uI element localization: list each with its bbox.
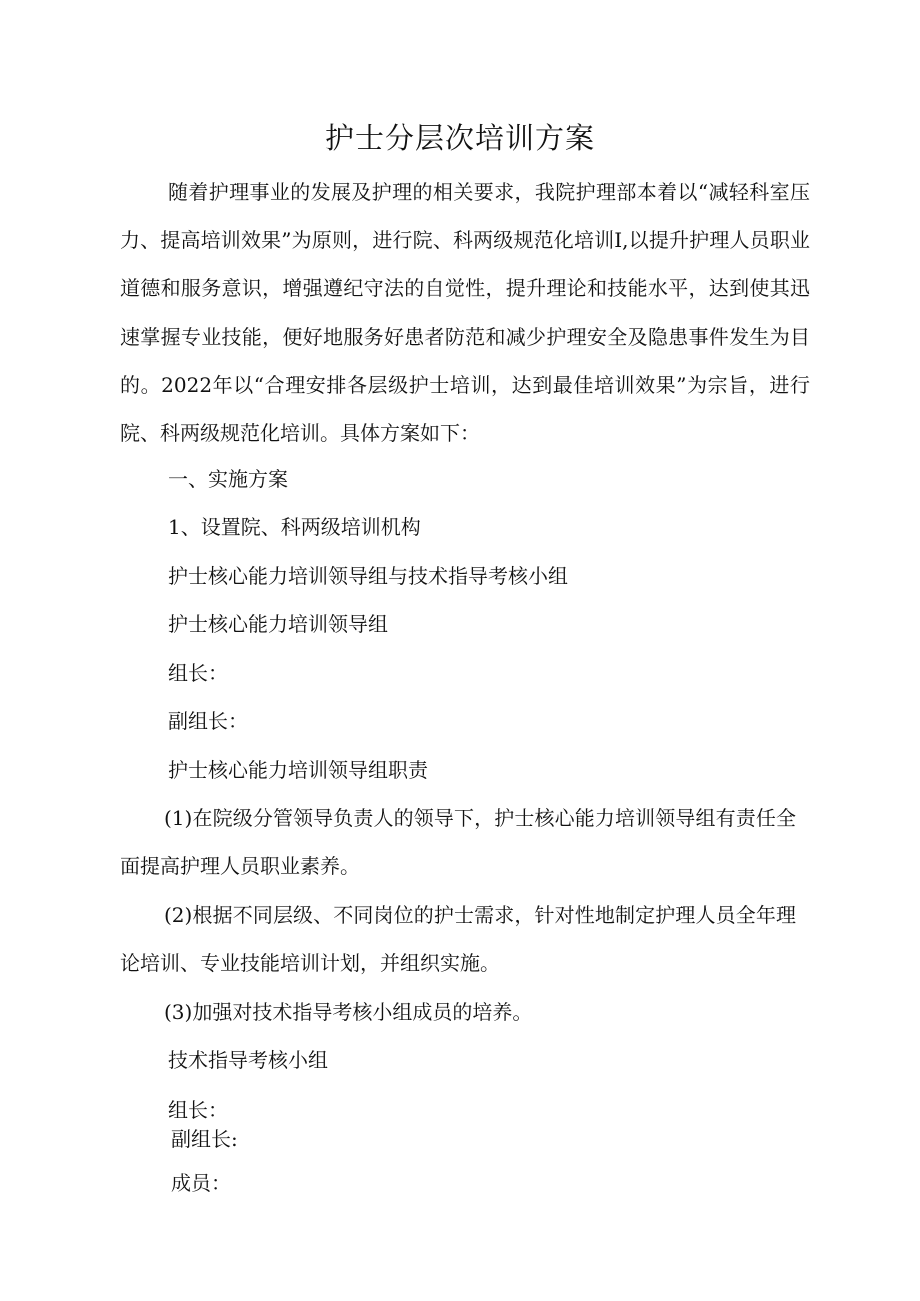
- duty-item-2: (2)根据不同层级、不同岗位的护士需求，针对性地制定护理人员全年理论培训、专业技能培训计划，并组织实施。: [120, 903, 796, 975]
- tech-members-label: 成员：: [171, 1171, 231, 1195]
- document-title: 护士分层次培训方案: [324, 121, 595, 155]
- intro-paragraph: 随着护理事业的发展及护理的相关要求，我院护理部本着以“减轻科室压力、提高培训效果”为原则，进行院、科两级规范化培训I,以提升护理人员职业道德和服务意识，增强遵纪守法的自觉性，提升理论和技能水平，达到使其迅速掌握专业技能，便好地服务好患者防范和减少护理安全及隐患事件发生为目的。2022年以“合理安排各层级护士培训，达到最佳培训效果”为宗旨，进行院、科两级规范化培训。具体方案如下：: [120, 180, 810, 446]
- leader-label: 组长：: [168, 661, 228, 685]
- leading-group-heading: 护士核心能力培训领导组: [168, 612, 388, 636]
- subsection-heading-institutions: 1、设置院、科两级培训机构: [168, 515, 421, 539]
- duties-heading: 护士核心能力培训领导组职责: [168, 758, 428, 782]
- duty-item-3: (3)加强对技术指导考核小组成员的培养。: [164, 1000, 533, 1024]
- tech-leader-label: 组长：: [168, 1098, 228, 1122]
- group-heading: 护士核心能力培训领导组与技术指导考核小组: [168, 564, 568, 588]
- tech-deputy-label: 副组长:: [171, 1127, 238, 1151]
- duty-item-1: (1)在院级分管领导负责人的领导下，护士核心能力培训领导组有责任全面提高护理人员职业素养。: [120, 806, 796, 878]
- section-heading-implementation: 一、实施方案: [168, 467, 288, 491]
- tech-group-heading: 技术指导考核小组: [168, 1048, 328, 1072]
- deputy-leader-label: 副组长：: [168, 709, 248, 733]
